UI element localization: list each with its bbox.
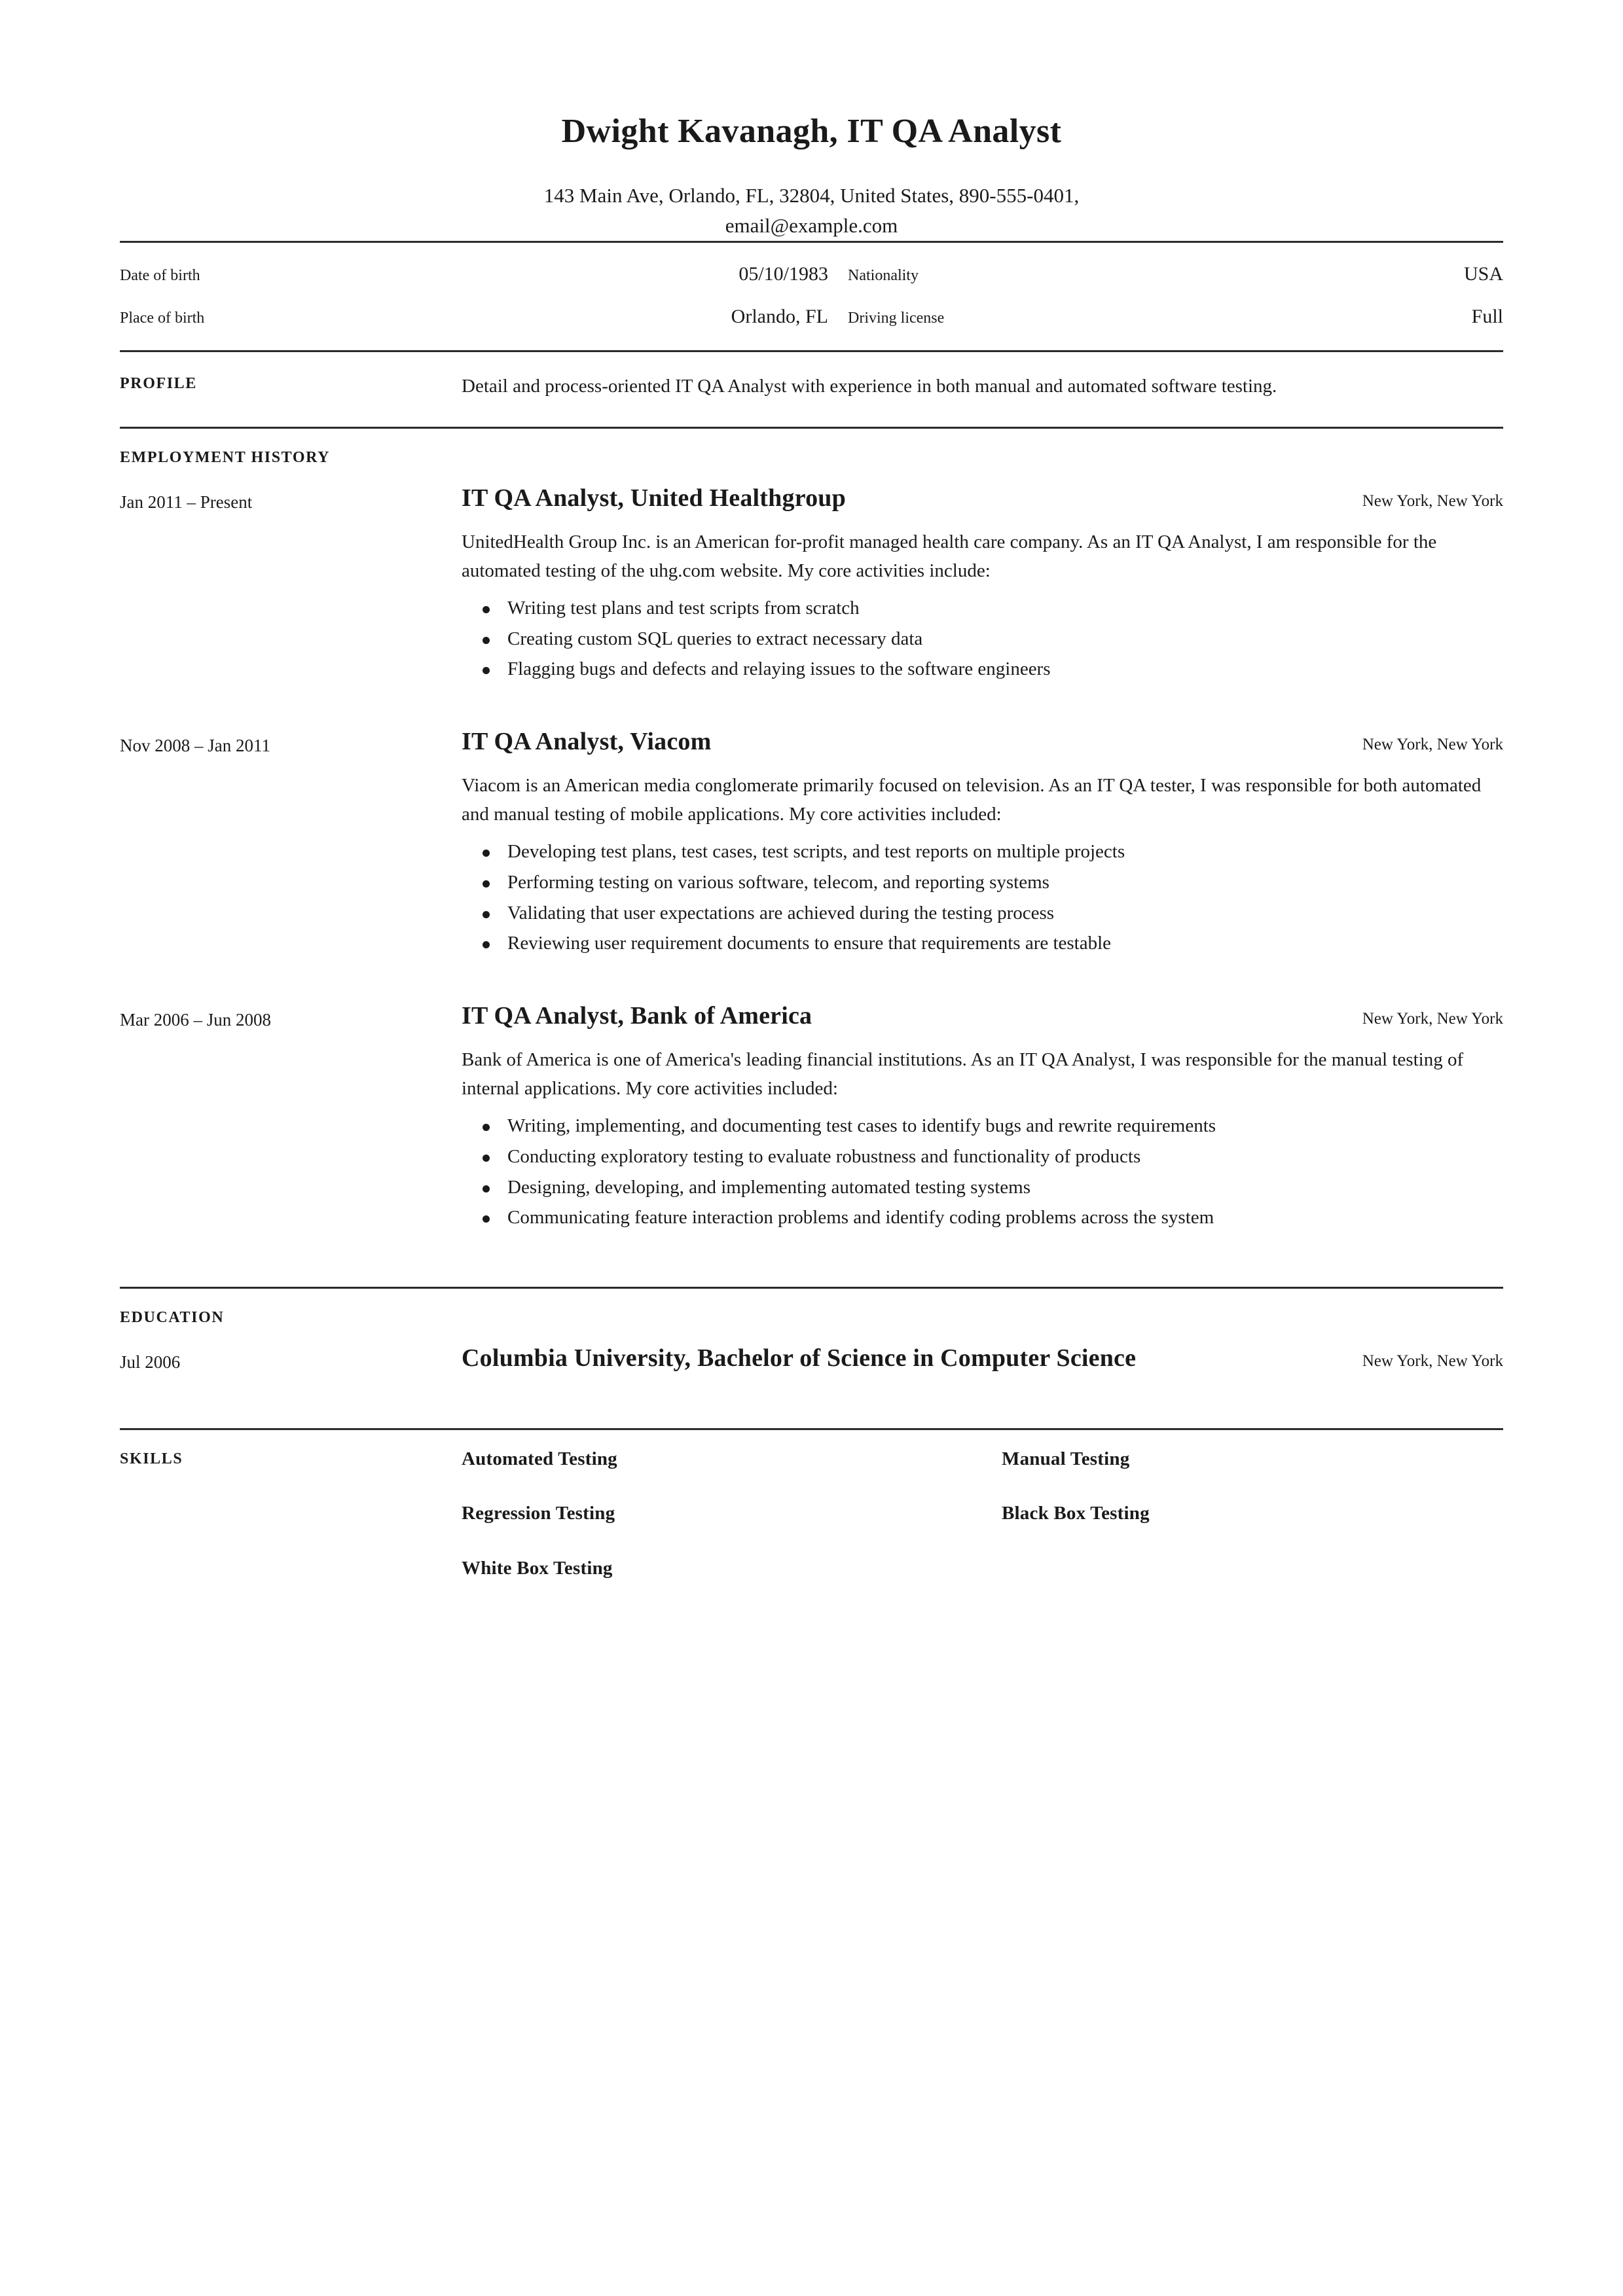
- skill-item: Regression Testing: [462, 1503, 615, 1524]
- contact-email-line: email@example.com: [725, 214, 898, 238]
- employment-job-title: IT QA Analyst, Bank of America: [462, 1002, 812, 1030]
- employment-job-title: IT QA Analyst, United Healthgroup: [462, 484, 846, 512]
- employment-title-row: [462, 999, 1503, 1033]
- skill-item-empty: [1002, 1556, 1503, 1581]
- employment-location: New York, New York: [1362, 736, 1503, 754]
- skill-item: Manual Testing: [1002, 1448, 1130, 1469]
- list-item: Writing, implementing, and documenting test cases to identify bugs and rewrite requirements: [462, 1112, 1503, 1141]
- employment-entry: [120, 999, 1503, 1234]
- employment-title-row: [462, 725, 1503, 759]
- detail-row: [120, 304, 1503, 329]
- spacer: [120, 1244, 1503, 1287]
- list-item: Conducting exploratory testing to evaluate robustness and functionality of products: [462, 1143, 1503, 1172]
- education-title-row: [462, 1342, 1503, 1376]
- section-heading-employment-history: EMPLOYMENT HISTORY: [120, 449, 331, 467]
- spacer: [120, 969, 1503, 999]
- list-item: Communicating feature interaction problems and identify coding problems across the system: [462, 1204, 1503, 1232]
- employment-bullet-list: [462, 594, 1503, 684]
- employment-title-row: [462, 482, 1503, 516]
- spacer: [120, 695, 1503, 725]
- personal-details-table: [120, 243, 1503, 350]
- skills-grid: [462, 1447, 1503, 1581]
- skills-section: [120, 1430, 1503, 1601]
- page-title: Dwight Kavanagh, IT QA Analyst: [561, 113, 1062, 150]
- list-item: Creating custom SQL queries to extract necessary data: [462, 625, 1503, 654]
- employment-date-range: Nov 2008 – Jan 2011: [120, 736, 270, 756]
- list-item: Validating that user expectations are achieved during the testing process: [462, 899, 1503, 928]
- skill-item: White Box Testing: [462, 1557, 613, 1579]
- employment-date-range: Mar 2006 – Jun 2008: [120, 1010, 271, 1030]
- employment-description: UnitedHealth Group Inc. is an American for-profit managed health care company. As an IT QA Analyst, I am responsible for the automated testing of the uhg.com website. My core activities include:: [462, 531, 1437, 581]
- detail-value-driving-license: Full: [1471, 306, 1503, 328]
- list-item: Performing testing on various software, telecom, and reporting systems: [462, 869, 1503, 897]
- education-entry: [120, 1342, 1503, 1376]
- list-item: Reviewing user requirement documents to ensure that requirements are testable: [462, 929, 1503, 958]
- employment-section: [120, 429, 1503, 1287]
- education-degree-title: Columbia University, Bachelor of Science in Computer Science: [462, 1344, 1137, 1372]
- section-heading-education: EDUCATION: [120, 1309, 225, 1327]
- contact-address-line: 143 Main Ave, Orlando, FL, 32804, United States, 890-555-0401,: [543, 184, 1080, 207]
- detail-label-driving-license: Driving license: [848, 310, 945, 327]
- employment-entry: [120, 482, 1503, 686]
- employment-job-title: IT QA Analyst, Viacom: [462, 728, 712, 756]
- education-section: [120, 1289, 1503, 1427]
- detail-value-place-of-birth: Orlando, FL: [731, 306, 828, 328]
- employment-bullet-list: [462, 838, 1503, 958]
- employment-entry-body: [462, 999, 1503, 1234]
- detail-label-nationality: Nationality: [848, 267, 919, 285]
- list-item: Developing test plans, test cases, test scripts, and test reports on multiple projects: [462, 838, 1503, 867]
- detail-label-date-of-birth: Date of birth: [120, 267, 200, 285]
- list-item: Writing test plans and test scripts from scratch: [462, 594, 1503, 623]
- detail-value-date-of-birth: 05/10/1983: [739, 263, 828, 285]
- employment-location: New York, New York: [1362, 492, 1503, 511]
- skill-item: Automated Testing: [462, 1448, 617, 1469]
- employment-date-range: Jan 2011 – Present: [120, 492, 253, 512]
- profile-text: Detail and process-oriented IT QA Analyst with experience in both manual and automated software testing.: [462, 376, 1277, 397]
- resume-header: [120, 0, 1503, 241]
- list-item: Designing, developing, and implementing automated testing systems: [462, 1174, 1503, 1202]
- employment-entry-body: [462, 482, 1503, 686]
- employment-description: Viacom is an American media conglomerate primarily focused on television. As an IT QA tester, I was responsible for both automated and manual testing of mobile applications. My core activities included:: [462, 774, 1482, 825]
- section-heading-profile: PROFILE: [120, 375, 197, 393]
- employment-bullet-list: [462, 1112, 1503, 1232]
- education-date: Jul 2006: [120, 1352, 181, 1372]
- skill-item: Black Box Testing: [1002, 1503, 1150, 1524]
- detail-value-nationality: USA: [1463, 263, 1503, 285]
- detail-label-place-of-birth: Place of birth: [120, 310, 205, 327]
- education-location: New York, New York: [1362, 1352, 1503, 1370]
- list-item: Flagging bugs and defects and relaying issues to the software engineers: [462, 655, 1503, 684]
- employment-entry-body: [462, 725, 1503, 960]
- employment-entry: [120, 725, 1503, 960]
- education-entry-body: [462, 1342, 1503, 1376]
- spacer: [120, 1385, 1503, 1428]
- detail-row: [120, 261, 1503, 287]
- contact-info: [321, 181, 1303, 241]
- employment-description: Bank of America is one of America's leading financial institutions. As an IT QA Analyst, I was responsible for the manual testing of internal applications. My core activities included:: [462, 1049, 1464, 1099]
- section-heading-skills: SKILLS: [120, 1450, 183, 1467]
- employment-location: New York, New York: [1362, 1010, 1503, 1028]
- profile-section: [120, 352, 1503, 427]
